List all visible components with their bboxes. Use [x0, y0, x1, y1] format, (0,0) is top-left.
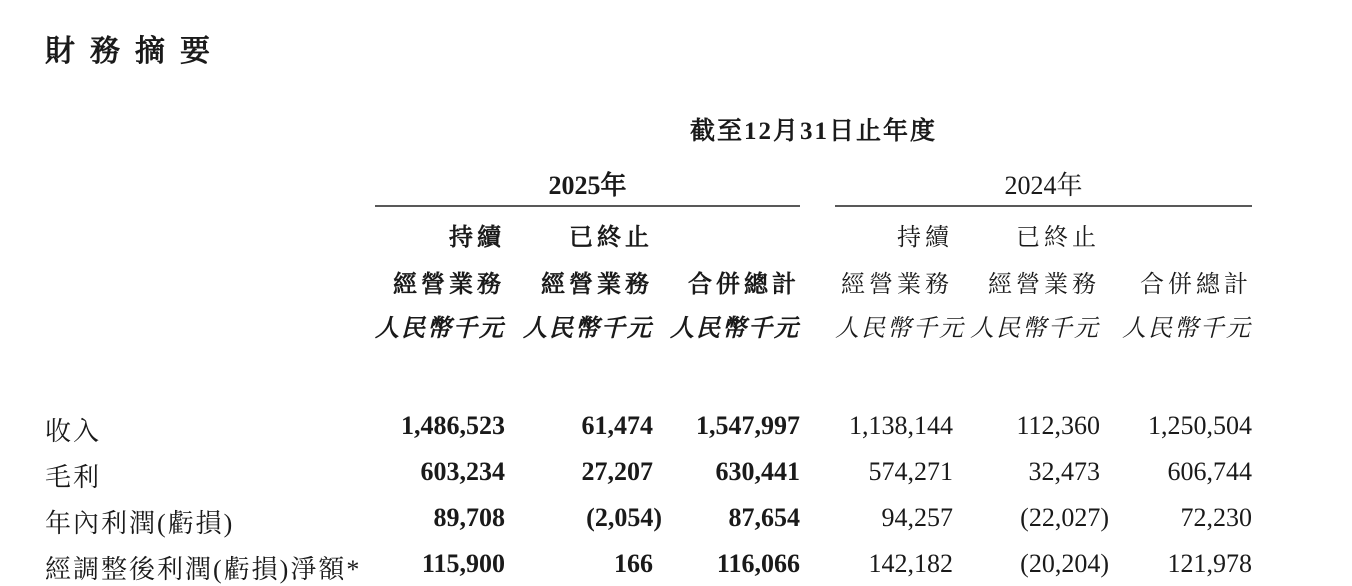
spacer-row [45, 345, 1252, 409]
value-cell: 574,271 [868, 457, 953, 486]
value-cell: 1,250,504 [1148, 411, 1253, 440]
value-cell: 94,257 [881, 503, 953, 532]
value-cell: 115,900 [421, 549, 505, 578]
row-profit-for-year [45, 501, 1252, 547]
empty-cell [45, 159, 375, 206]
unit-header: 人民幣千元 [523, 316, 653, 342]
row-revenue [45, 409, 1252, 455]
row-label: 毛利 [45, 463, 102, 492]
value-cell: 1,138,144 [849, 411, 953, 440]
col-header-2025-continuing: 持續 [449, 225, 505, 251]
value-cell: 72,230 [1180, 503, 1253, 532]
row-label: 收入 [45, 417, 102, 446]
year-header-2024: 2024年 [835, 159, 1252, 206]
empty-cell [45, 95, 375, 159]
column-gap [800, 501, 835, 547]
unit-header-row [45, 301, 1252, 345]
value-cell: (20,204) [1020, 549, 1109, 578]
value-cell: 32,473 [1028, 457, 1100, 486]
value-cell: 1,486,523 [401, 411, 505, 440]
col-header-2025-discontinued: 經營業務 [541, 272, 653, 298]
empty-cell [45, 345, 1252, 409]
value-cell: 116,066 [716, 549, 800, 578]
value-cell: (22,027) [1020, 503, 1109, 532]
column-gap [800, 301, 835, 345]
period-header: 截至12月31日止年度 [690, 118, 938, 145]
subheader-row-mid [45, 254, 1252, 301]
financial-summary-table [45, 95, 1252, 586]
value-cell: 142,182 [868, 549, 953, 578]
row-gross-profit [45, 455, 1252, 501]
empty-cell [45, 206, 375, 254]
col-header-2025-total: 合併總計 [688, 272, 800, 298]
period-header-row [45, 95, 1252, 159]
year-header-2025: 2025年 [375, 159, 800, 206]
col-header-2024-continuing: 經營業務 [841, 272, 953, 298]
column-gap [800, 254, 835, 301]
row-label: 年內利潤(虧損) [45, 509, 235, 538]
col-header-2025-total [653, 206, 800, 254]
value-cell: 89,708 [433, 503, 505, 532]
row-label: 經調整後利潤(虧損)淨額* [45, 555, 362, 584]
value-cell: 606,744 [1167, 457, 1253, 486]
col-header-2024-continuing: 持續 [897, 225, 953, 251]
col-header-2025-continuing: 經營業務 [393, 272, 505, 298]
empty-cell [45, 301, 375, 345]
value-cell: (2,054) [586, 503, 662, 532]
value-cell: 630,441 [715, 457, 800, 486]
value-cell: 166 [614, 549, 653, 578]
column-gap [800, 159, 835, 206]
col-header-2024-total [1100, 206, 1252, 254]
column-gap [800, 409, 835, 455]
value-cell: 121,978 [1167, 549, 1253, 578]
value-cell: 27,207 [581, 457, 653, 486]
unit-header: 人民幣千元 [1122, 316, 1253, 342]
value-cell: 61,474 [581, 411, 653, 440]
value-cell: 112,360 [1016, 411, 1100, 440]
value-cell: 1,547,997 [696, 411, 800, 440]
page-title: 財務摘要 [45, 35, 225, 68]
col-header-2024-discontinued: 已終止 [1016, 225, 1100, 251]
year-header-row [45, 159, 1252, 206]
unit-header: 人民幣千元 [670, 316, 800, 342]
empty-cell [45, 254, 375, 301]
unit-header: 人民幣千元 [835, 316, 965, 342]
value-cell: 87,654 [728, 503, 800, 532]
row-adjusted-net-profit [45, 547, 1252, 586]
column-gap [800, 206, 835, 254]
subheader-row-top [45, 206, 1252, 254]
col-header-2024-total: 合併總計 [1140, 272, 1253, 298]
value-cell: 603,234 [420, 457, 505, 486]
unit-header: 人民幣千元 [375, 316, 505, 342]
col-header-2025-discontinued: 已終止 [569, 225, 653, 251]
col-header-2024-discontinued: 經營業務 [988, 272, 1100, 298]
unit-header: 人民幣千元 [970, 316, 1100, 342]
column-gap [800, 547, 835, 586]
column-gap [800, 455, 835, 501]
